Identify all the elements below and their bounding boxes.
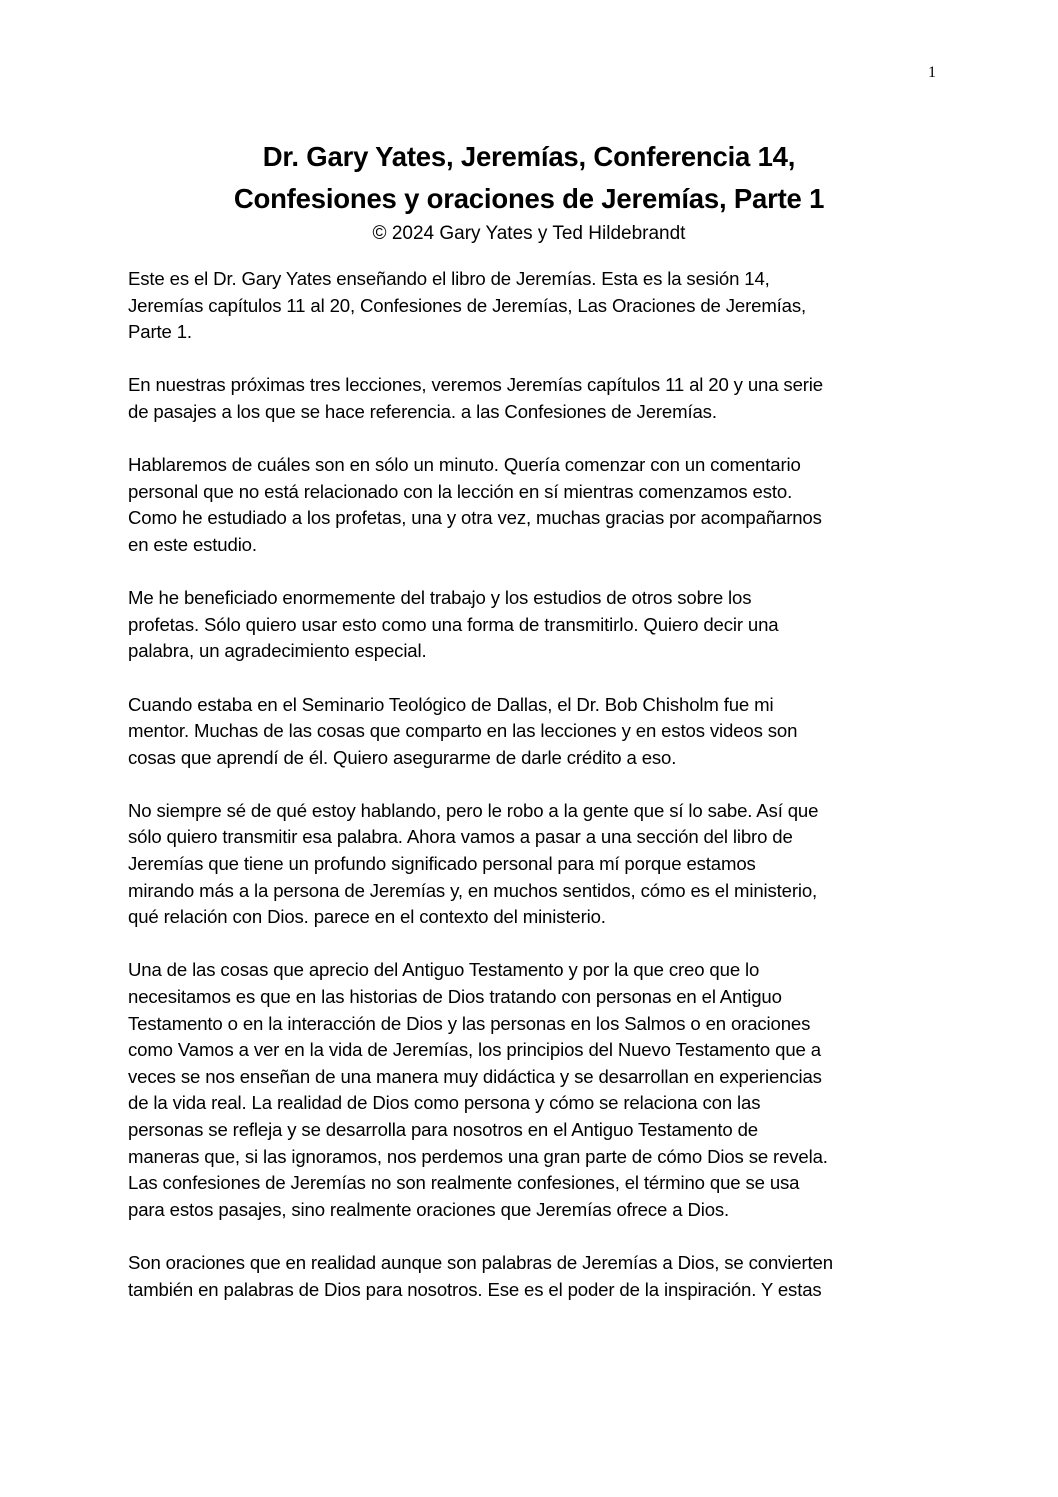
- text-line: personas se refleja y se desarrolla para nosotros en el Antiguo Testamento de: [128, 1119, 758, 1140]
- text-line: como Vamos a ver en la vida de Jeremías, los principios del Nuevo Testamento que a: [128, 1039, 821, 1061]
- text-line: maneras que, si las ignoramos, nos perdemos una gran parte de cómo Dios se revela.: [128, 1145, 828, 1167]
- paragraph: [128, 692, 940, 772]
- text-line: Hablaremos de cuáles son en sólo un minuto. Quería comenzar con un comentario: [128, 454, 801, 476]
- text-line: Como he estudiado a los profetas, una y otra vez, muchas gracias por acompañarnos: [128, 507, 822, 529]
- text-line: cosas que aprendí de él. Quiero asegurarme de darle crédito a eso.: [128, 746, 677, 768]
- page-number: 1: [928, 64, 936, 81]
- copyright-notice: © 2024 Gary Yates y Ted Hildebrandt: [372, 223, 686, 244]
- paragraph: [128, 1250, 940, 1303]
- text-line: En nuestras próximas tres lecciones, veremos Jeremías capítulos 11 al 20 y una serie: [128, 374, 823, 396]
- text-line: Son oraciones que en realidad aunque son palabras de Jeremías a Dios, se convierten: [128, 1251, 833, 1273]
- text-line: mentor. Muchas de las cosas que comparto en las lecciones y en estos videos son: [128, 720, 798, 742]
- document-body: [128, 266, 940, 1330]
- text-line: para estos pasajes, sino realmente oraciones que Jeremías ofrece a Dios.: [128, 1198, 730, 1220]
- title-block: [0, 136, 1058, 248]
- text-line: Me he beneficiado enormemente del trabajo y los estudios de otros sobre los: [128, 587, 752, 609]
- document-title-line-2: Confesiones y oraciones de Jeremías, Parte 1: [233, 183, 825, 214]
- text-line: No siempre sé de qué estoy hablando, pero le robo a la gente que sí lo sabe. Así que: [128, 799, 819, 821]
- text-line: personal que no está relacionado con la lección en sí mientras comenzamos esto.: [128, 480, 793, 502]
- paragraph: [128, 957, 940, 1223]
- text-line: Cuando estaba en el Seminario Teológico de Dallas, el Dr. Bob Chisholm fue mi: [128, 693, 774, 715]
- text-line: Jeremías que tiene un profundo significado personal para mí porque estamos: [128, 853, 756, 875]
- text-line: de la vida real. La realidad de Dios como persona y cómo se relaciona con las: [128, 1092, 761, 1114]
- text-line: profetas. Sólo quiero usar esto como una forma de transmitirlo. Quiero decir una: [128, 613, 779, 635]
- text-line: Una de las cosas que aprecio del Antiguo Testamento y por la que creo que lo: [128, 959, 760, 981]
- text-line: Este es el Dr. Gary Yates enseñando el libro de Jeremías. Esta es la sesión 14,: [128, 268, 770, 289]
- text-line: de pasajes a los que se hace referencia. a las Confesiones de Jeremías.: [128, 400, 717, 422]
- text-line: veces se nos enseñan de una manera muy didáctica y se desarrollan en experiencias: [128, 1065, 822, 1087]
- text-line: también en palabras de Dios para nosotros. Ese es el poder de la inspiración. Y estas: [128, 1278, 822, 1300]
- text-line: Parte 1.: [128, 321, 192, 343]
- text-line: Jeremías capítulos 11 al 20, Confesiones de Jeremías, Las Oraciones de Jeremías,: [128, 294, 807, 316]
- text-line: mirando más a la persona de Jeremías y, en muchos sentidos, cómo es el ministerio,: [128, 879, 818, 901]
- text-line: qué relación con Dios. parece en el contexto del ministerio.: [128, 906, 606, 928]
- text-line: Las confesiones de Jeremías no son realmente confesiones, el término que se usa: [128, 1172, 800, 1194]
- paragraph: [128, 372, 940, 425]
- text-line: palabra, un agradecimiento especial.: [128, 640, 427, 662]
- paragraph: [128, 266, 940, 346]
- text-line: Testamento o en la interacción de Dios y las personas en los Salmos o en oraciones: [128, 1012, 811, 1034]
- text-line: necesitamos es que en las historias de Dios tratando con personas en el Antiguo: [128, 986, 782, 1008]
- document-title-line-1: Dr. Gary Yates, Jeremías, Conferencia 14,: [262, 141, 796, 172]
- text-line: en este estudio.: [128, 533, 257, 555]
- text-line: sólo quiero transmitir esa palabra. Ahora vamos a pasar a una sección del libro de: [128, 826, 793, 848]
- paragraph: [128, 585, 940, 665]
- paragraph: [128, 798, 940, 931]
- paragraph: [128, 452, 940, 558]
